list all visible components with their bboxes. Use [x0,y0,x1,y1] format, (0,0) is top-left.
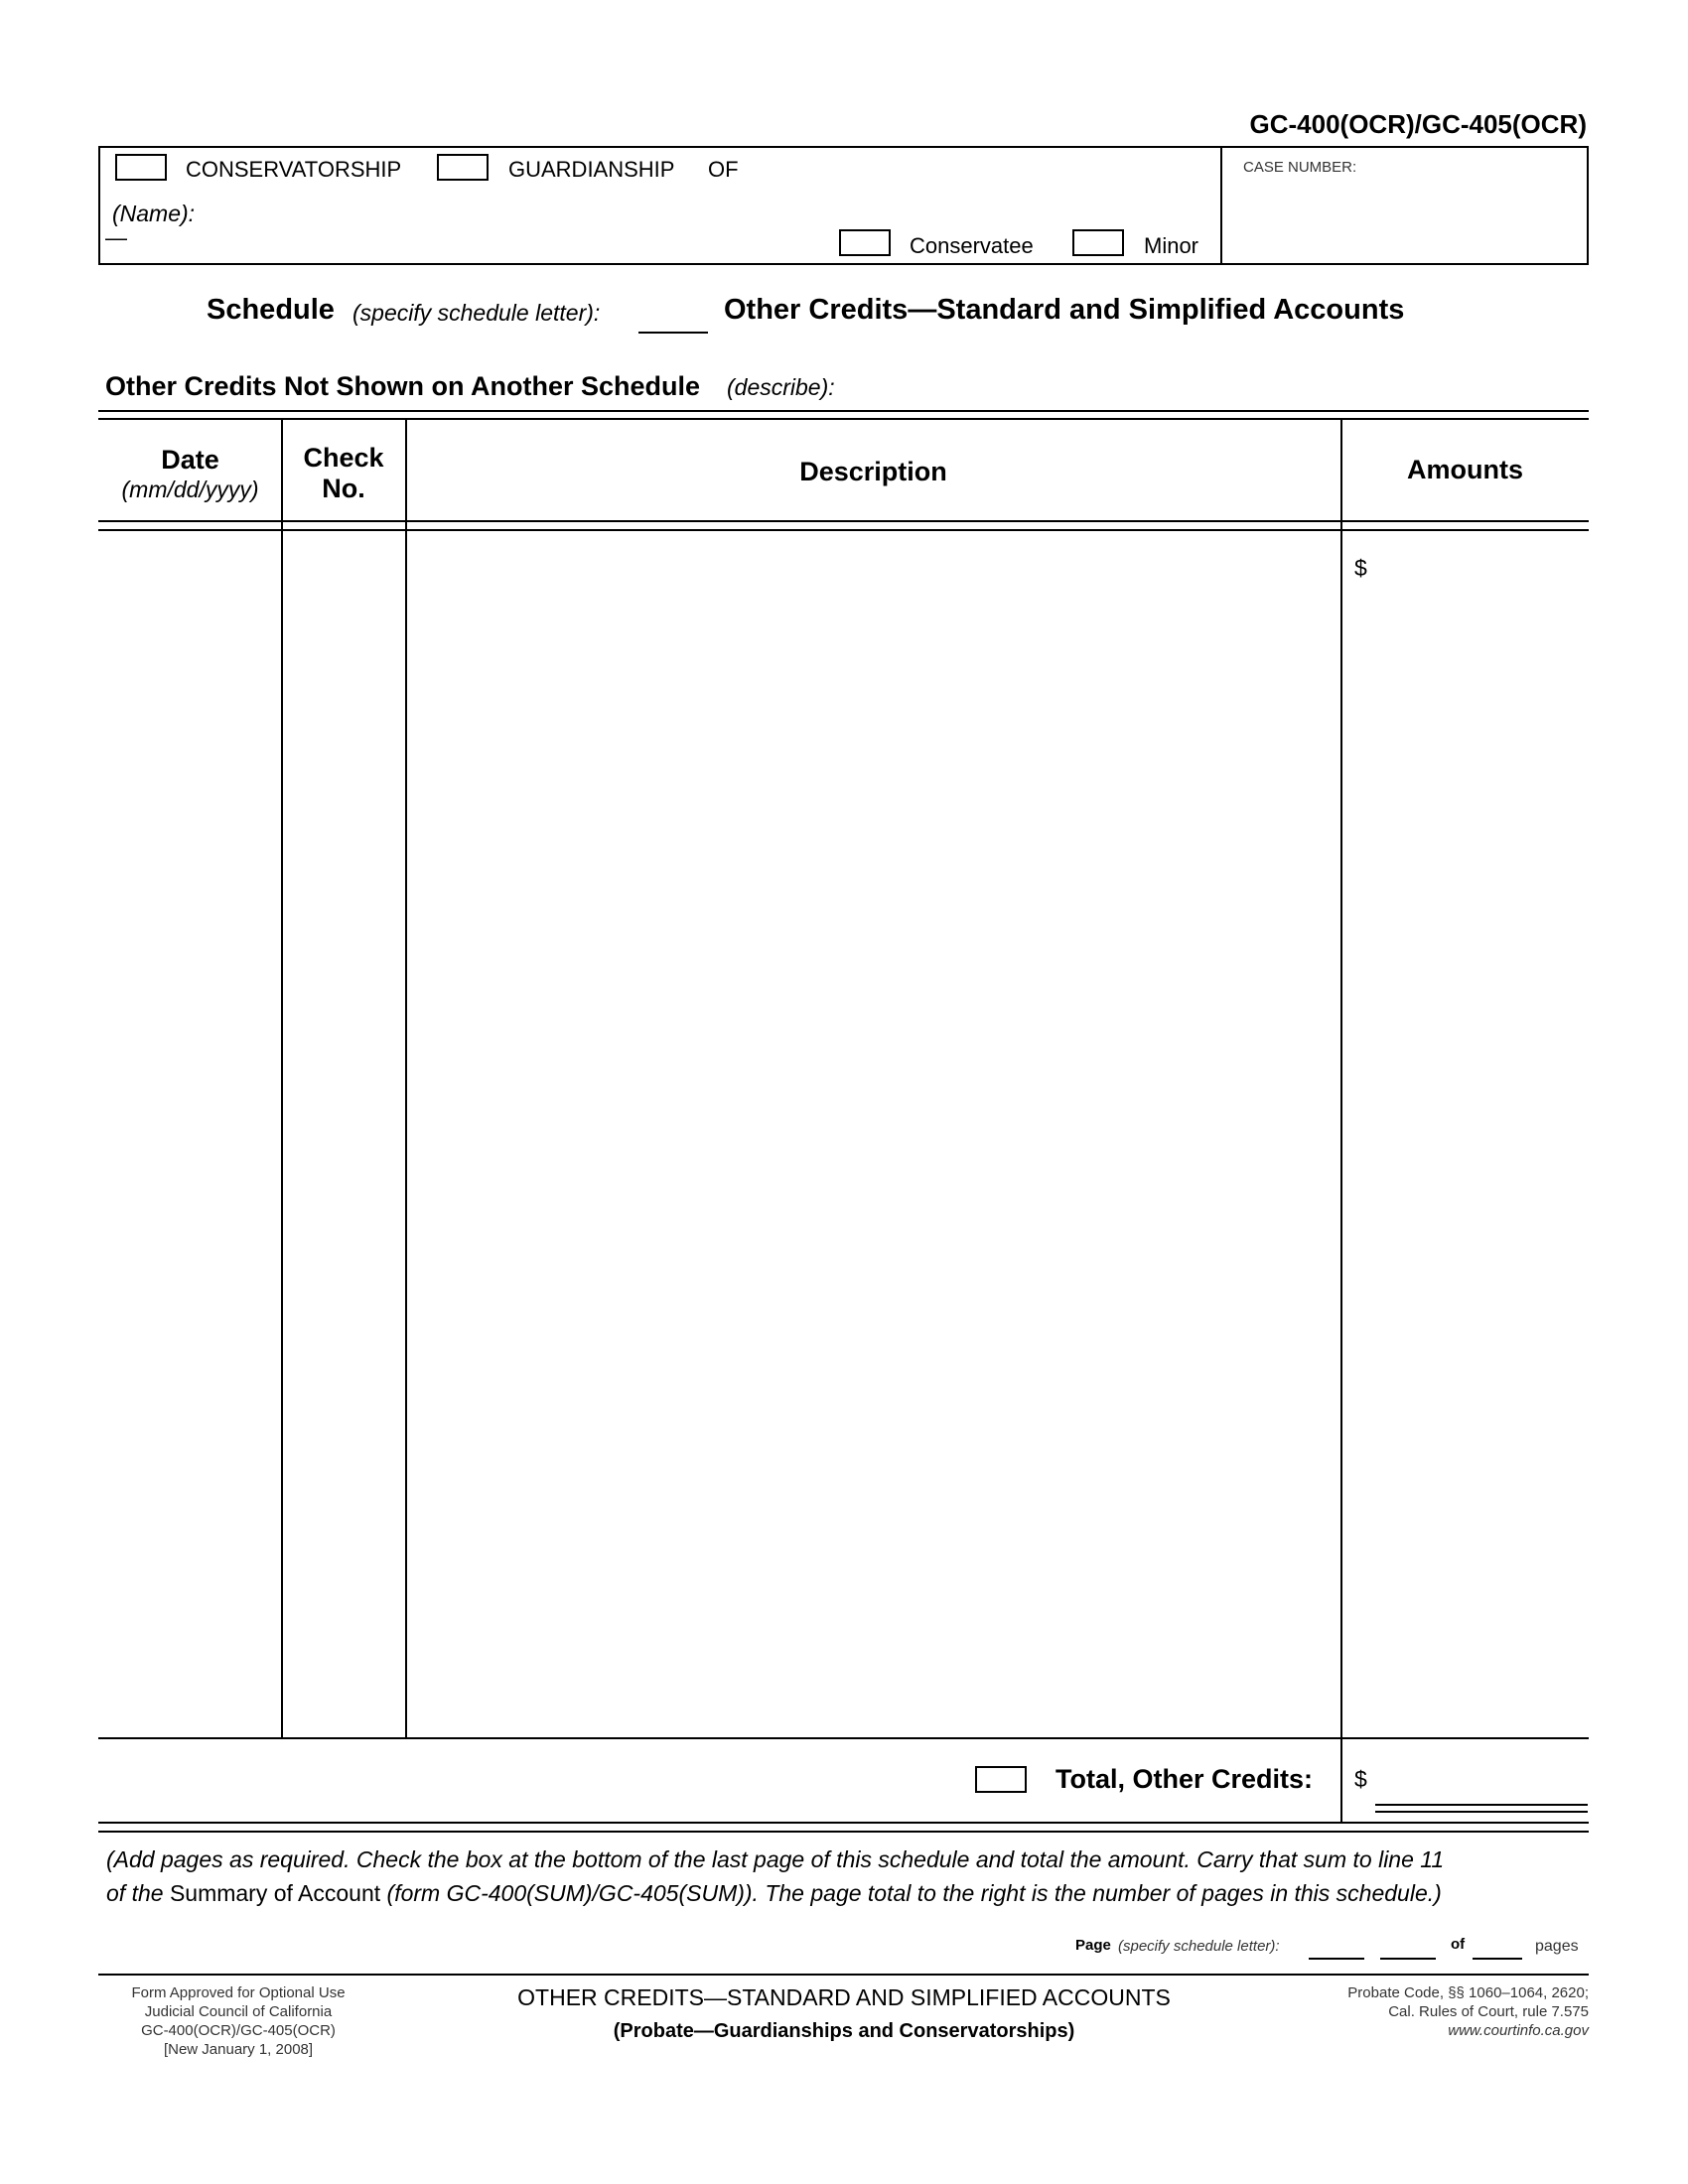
caption-divider [1220,146,1222,265]
date-entry-area[interactable] [100,536,279,1732]
conservatee-checkbox[interactable] [839,229,891,256]
footer-right-line1: Probate Code, §§ 1060–1064, 2620; [1347,1984,1589,2001]
case-number-label: CASE NUMBER: [1243,159,1357,176]
instructions-line1: (Add pages as required. Check the box at the bottom of the last page of this schedule and total the amount. Carry that sum to line 11 [106,1846,1445,1872]
header-bottom-rule-1 [98,520,1589,522]
name-field[interactable] [209,197,824,230]
col-header-amounts: Amounts [1407,455,1523,484]
total-underline-1 [1375,1804,1588,1806]
total-underline-2 [1375,1811,1588,1813]
col-header-check-line1: Check [303,443,384,473]
description-entry-area[interactable] [408,536,1338,1732]
pages-label: pages [1535,1938,1579,1955]
header-bottom-rule-2 [98,529,1589,531]
page-hint: (specify schedule letter): [1118,1938,1280,1955]
name-label: (Name): [112,201,196,226]
col-header-date-format: (mm/dd/yyyy) [121,477,259,502]
page-of-label: of [1451,1936,1466,1953]
footer-rule [98,1974,1589,1976]
table-top-rule-1 [98,410,1589,412]
page-letter-field[interactable] [1309,1958,1364,1960]
col-header-date: Date [161,445,219,475]
page-number-field[interactable] [1380,1958,1436,1960]
name-dash: — [105,225,127,250]
total-dollar-sign: $ [1354,1766,1367,1792]
minor-checkbox[interactable] [1072,229,1124,256]
col-divider-date [281,418,283,1738]
table-bottom-rule-1 [98,1822,1589,1824]
table-bottom-rule-2 [98,1831,1589,1833]
case-number-field[interactable] [1231,184,1579,258]
total-amount-field[interactable] [1375,1757,1589,1807]
total-pages-field[interactable] [1473,1958,1522,1960]
guardianship-label: GUARDIANSHIP [508,157,675,182]
instructions-line2-roman: Summary of Account [169,1880,381,1906]
subheading-hint: (describe): [727,374,835,400]
col-header-check-line2: No. [322,474,365,503]
conservatorship-label: CONSERVATORSHIP [186,157,402,182]
amounts-dollar-sign: $ [1354,555,1367,581]
last-page-checkbox[interactable] [975,1766,1027,1793]
footer-right-line2: Cal. Rules of Court, rule 7.575 [1388,2003,1589,2020]
footer-center-title: OTHER CREDITS—STANDARD AND SIMPLIFIED ACCOUNTS [517,1984,1171,2010]
footer-left-line3: GC-400(OCR)/GC-405(OCR) [141,2022,336,2039]
guardianship-checkbox[interactable] [437,154,489,181]
schedule-letter-field[interactable] [638,332,708,334]
schedule-label: Schedule [207,294,335,326]
schedule-title: Other Credits—Standard and Simplified Accounts [724,294,1405,326]
footer-center-subtitle: (Probate—Guardianships and Conservatorships) [613,2020,1075,2042]
col-header-description: Description [799,457,947,486]
table-top-rule-2 [98,418,1589,420]
conservatorship-checkbox[interactable] [115,154,167,181]
check-no-entry-area[interactable] [284,536,403,1732]
instructions-line2-suffix: (form GC-400(SUM)/GC-405(SUM)). The page total to the right is the number of pages in this schedule.) [380,1880,1442,1906]
col-divider-description [1340,418,1342,1822]
col-divider-check [405,418,407,1738]
footer-left-line2: Judicial Council of California [144,2003,333,2020]
instructions-line2 [106,1880,1442,1907]
minor-label: Minor [1144,233,1199,258]
footer-right-line3[interactable]: www.courtinfo.ca.gov [1448,2022,1589,2039]
instructions-line2-prefix: of the [106,1880,170,1906]
total-label: Total, Other Credits: [1055,1764,1314,1794]
footer-left-line4: [New January 1, 2008] [163,2041,314,2058]
total-top-rule [98,1737,1589,1739]
of-label: OF [708,157,739,182]
conservatee-label: Conservatee [910,233,1034,258]
form-id: GC-400(OCR)/GC-405(OCR) [1249,109,1587,139]
amounts-entry-area[interactable] [1343,536,1587,1732]
subheading-label: Other Credits Not Shown on Another Schedule [105,371,701,401]
footer-left-line1: Form Approved for Optional Use [131,1984,346,2001]
schedule-hint: (specify schedule letter): [352,300,601,326]
page-label: Page [1075,1937,1111,1954]
